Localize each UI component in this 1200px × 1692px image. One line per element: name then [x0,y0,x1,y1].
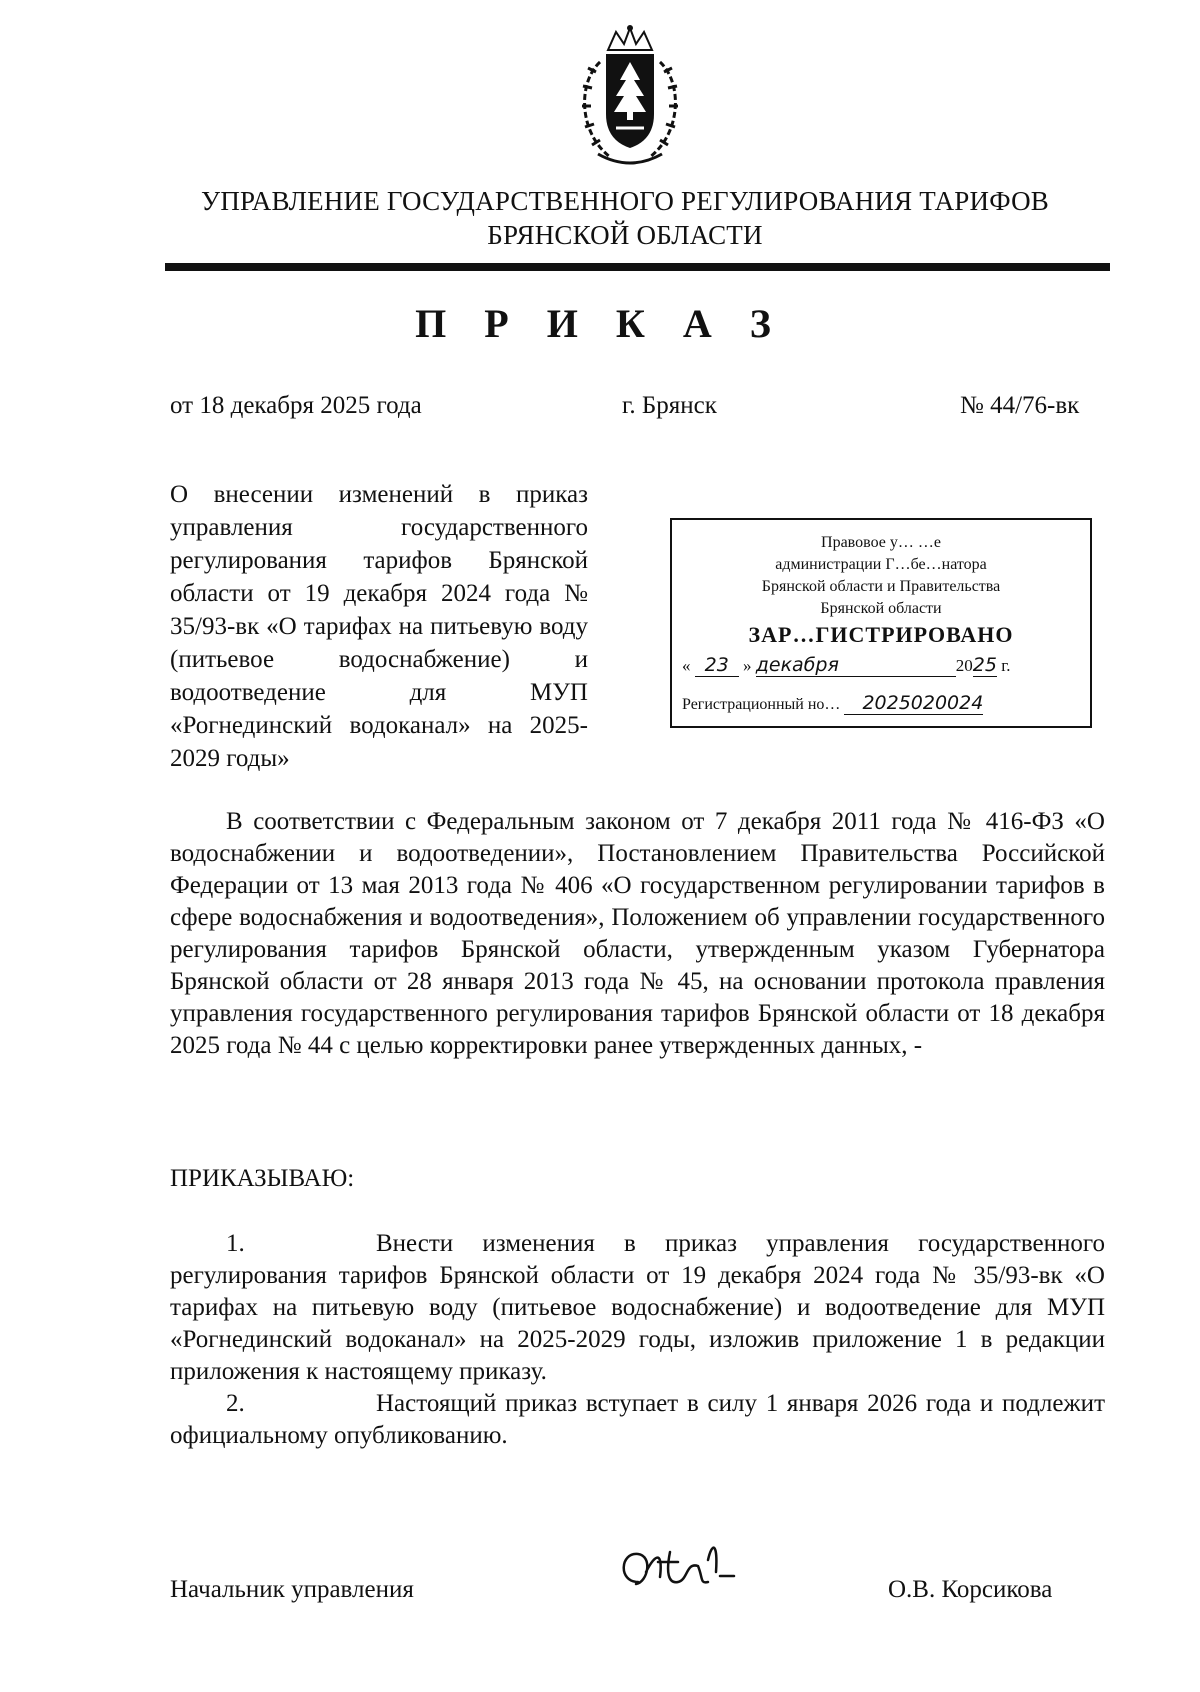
document-subject: О внесении изменений в приказ управления государственного регулирования тарифов Брянской области от 19 декабря 2024 года № 35/93-вк «О тарифах на питьевую воду (питьевое водоснабжение) и водоотведение для МУП «Рогнединский водоканал» на 2025-2029 годы» [170,481,588,772]
coat-of-arms-icon [560,22,700,172]
order-word: ПРИКАЗЫВАЮ: [170,1165,355,1192]
stamp-month: декабря [756,654,956,677]
registration-stamp [670,518,1092,728]
preamble-paragraph: В соответствии с Федеральным законом от 7 декабря 2011 года № 416-ФЗ «О водоснабжении и водоотведении», Постановлением Правительства Российской Федерации от 13 мая 2013 года № 406 «О государственном регулировании тарифов в сфере водоснабжения и водоотведения», Положением об управлении государственного регулирования тарифов Брянской области, утвержденным указом Губернатора Брянской области от 28 января 2013 года № 45, на основании протокола правления управления государственного регулирования тарифов Брянской области от 18 декабря 2025 года № 44 с целью корректировки ранее утвержденных данных, - [170,808,1105,1059]
stamp-year-suffix: 25 [972,654,997,676]
stamp-reg-number: 2025020024 [844,692,983,715]
document-place: г. Брянск [622,392,717,419]
stamp-date [682,654,1082,677]
header-rule [165,263,1110,271]
stamp-line1: Правовое у… …е [821,534,941,551]
order-item-1-number: 1. [226,1230,245,1257]
stamp-line4: Брянской области [820,600,942,617]
stamp-line2: администрации Г…бе…натора [775,556,987,573]
stamp-date-mid: » [743,656,752,675]
stamp-day: 23 [695,654,739,677]
order-item-2 [170,1388,1105,1452]
stamp-year-end: г. [1001,656,1011,675]
stamp-date-open: « [682,656,691,675]
order-item-1 [170,1228,1105,1388]
order-item-2-number: 2. [226,1390,245,1417]
handwritten-signature [608,1532,758,1602]
organization-name-line1: УПРАВЛЕНИЕ ГОСУДАРСТВЕННОГО РЕГУЛИРОВАНИЯ ТАРИФОВ [201,186,1049,216]
document-number: № 44/76-вк [960,392,1080,419]
signatory-role: Начальник управления [170,1576,414,1603]
stamp-registration [682,692,1082,715]
order-item-2-text: Настоящий приказ вступает в силу 1 января 2026 года и подлежит официальному опубликованию. [170,1390,1105,1449]
order-item-1-text: Внести изменения в приказ управления государственного регулирования тарифов Брянской области от 19 декабря 2024 года № 35/93-вк «О тарифах на питьевую воду (питьевое водоснабжение) и водоотведение для МУП «Рогнединский водоканал» на 2025-2029 годы, изложив приложение 1 в редакции приложения к настоящему приказу. [170,1230,1105,1385]
organization-name-line2: БРЯНСКОЙ ОБЛАСТИ [487,220,763,250]
stamp-line3: Брянской области и Правительства [761,578,1001,595]
stamp-year-prefix: 20 [955,656,973,675]
stamp-reg-label: Регистрационный но… [682,696,841,713]
document-title: П Р И К А З [415,301,785,346]
signatory-name: О.В. Корсикова [888,1576,1053,1603]
stamp-registered: ЗАР…ГИСТРИРОВАНО [748,622,1014,647]
document-date: от 18 декабря 2025 года [170,392,422,419]
